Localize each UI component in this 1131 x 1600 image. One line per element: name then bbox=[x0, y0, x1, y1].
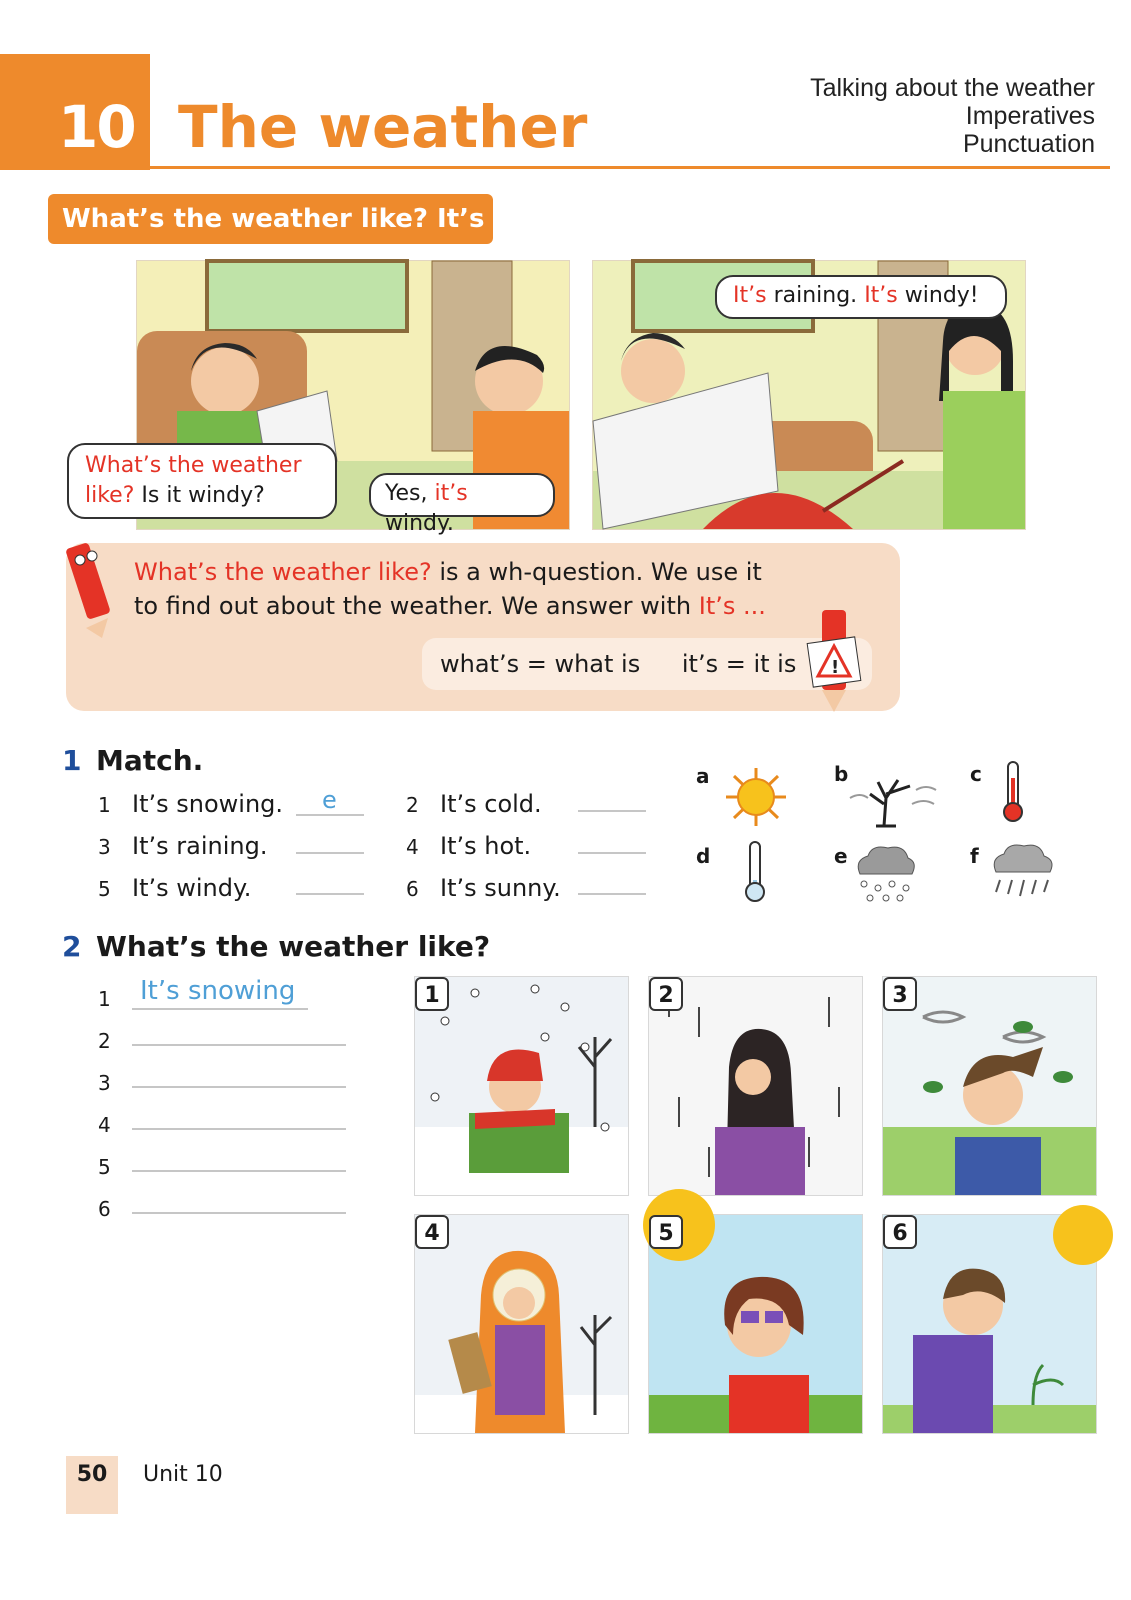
speech-bubble-question bbox=[67, 443, 337, 519]
picture-number: 2 bbox=[649, 977, 683, 1011]
item-text: It’s windy. bbox=[132, 874, 252, 902]
info-text-line-2 bbox=[134, 589, 766, 623]
page-number: 50 bbox=[76, 1462, 108, 1487]
picture-number: 1 bbox=[415, 977, 449, 1011]
windy-tree-icon bbox=[846, 764, 940, 828]
bubble-text-red: It’s bbox=[733, 283, 767, 308]
answer-blank[interactable] bbox=[578, 810, 646, 812]
comic-panel-1 bbox=[85, 260, 570, 536]
picture-number: 3 bbox=[883, 977, 917, 1011]
contraction-its: it’s = it is bbox=[681, 650, 797, 678]
item-number: 5 bbox=[98, 877, 111, 901]
bubble-text: Yes, bbox=[385, 481, 428, 506]
weather-picture-6 bbox=[882, 1214, 1097, 1434]
section-heading: What’s the weather like? It’s ... bbox=[48, 194, 493, 244]
exercise-2-number: 2 bbox=[62, 930, 82, 963]
picture-letter-b: b bbox=[834, 762, 849, 786]
unit-label: Unit 10 bbox=[143, 1462, 223, 1487]
bubble-text-red: It’s bbox=[864, 283, 898, 308]
hot-scene-icon bbox=[883, 1215, 1096, 1433]
sun-icon bbox=[718, 766, 794, 828]
sunny-scene-icon bbox=[649, 1215, 862, 1433]
match-item-2 bbox=[406, 788, 542, 821]
raining-scene-icon bbox=[649, 977, 862, 1195]
svg-text:!: ! bbox=[831, 657, 840, 678]
bubble-text: Is it windy? bbox=[141, 483, 265, 508]
answer-blank[interactable] bbox=[132, 1170, 346, 1172]
header-rule bbox=[150, 166, 1110, 169]
contraction-whats: what’s = what is bbox=[440, 650, 641, 678]
exercise-1-number: 1 bbox=[62, 744, 82, 777]
windy-scene-icon bbox=[883, 977, 1096, 1195]
answer-line-5 bbox=[98, 1150, 132, 1183]
speech-bubble-answer bbox=[369, 473, 555, 536]
answer-line-3 bbox=[98, 1066, 132, 1099]
weather-picture-2 bbox=[648, 976, 863, 1196]
answer-blank[interactable] bbox=[132, 1008, 308, 1010]
line-number: 5 bbox=[98, 1155, 111, 1179]
unit-topics bbox=[810, 74, 1095, 158]
picture-letter-d: d bbox=[696, 844, 711, 868]
unit-number: 10 bbox=[58, 93, 135, 161]
unit-title: The weather bbox=[178, 93, 588, 161]
picture-letter-a: a bbox=[696, 764, 710, 788]
snow-cloud-icon bbox=[850, 842, 920, 904]
answer-blank[interactable] bbox=[296, 893, 364, 895]
bubble-text: windy. bbox=[385, 511, 454, 536]
match-answer-1[interactable]: e bbox=[322, 786, 337, 814]
line-number: 4 bbox=[98, 1113, 111, 1137]
answer-blank[interactable] bbox=[132, 1212, 346, 1214]
snowing-scene-icon bbox=[415, 977, 628, 1195]
answer-blank[interactable] bbox=[296, 852, 364, 854]
topic-item: Punctuation bbox=[962, 130, 1095, 158]
bubble-text-red: What’s the weather like? bbox=[85, 453, 302, 508]
answer-blank[interactable] bbox=[132, 1044, 346, 1046]
weather-picture-3 bbox=[882, 976, 1097, 1196]
info-text-line-1 bbox=[134, 555, 762, 589]
info-answer-form: It’s ... bbox=[698, 592, 766, 620]
comic-panel-2 bbox=[592, 260, 1026, 530]
answer-line-1 bbox=[98, 982, 132, 1015]
item-text: It’s sunny. bbox=[440, 874, 561, 902]
picture-number: 5 bbox=[649, 1215, 683, 1249]
match-item-5 bbox=[98, 872, 251, 905]
picture-number: 6 bbox=[883, 1215, 917, 1249]
exercise-1-title: Match. bbox=[96, 744, 204, 777]
info-question: What’s the weather like? bbox=[134, 558, 432, 586]
match-item-3 bbox=[98, 830, 267, 863]
answer-blank[interactable] bbox=[296, 814, 364, 816]
answer-blank[interactable] bbox=[578, 852, 646, 854]
info-text: to find out about the weather. We answer with bbox=[134, 592, 692, 620]
warning-pencil-mascot-icon bbox=[804, 604, 864, 716]
item-number: 6 bbox=[406, 877, 419, 901]
weather-picture-4 bbox=[414, 1214, 629, 1434]
rain-cloud-icon bbox=[986, 840, 1060, 902]
topic-item: Imperatives bbox=[965, 102, 1095, 130]
answer-text-1[interactable]: It’s snowing bbox=[140, 976, 296, 1006]
answer-blank[interactable] bbox=[132, 1086, 346, 1088]
item-text: It’s cold. bbox=[440, 790, 542, 818]
thermometer-hot-icon bbox=[1000, 760, 1026, 824]
weather-picture-5 bbox=[648, 1214, 863, 1434]
bubble-text: windy! bbox=[904, 283, 979, 308]
match-item-1 bbox=[98, 788, 283, 821]
item-number: 1 bbox=[98, 793, 111, 817]
topic-item: Talking about the weather bbox=[810, 74, 1095, 102]
answer-blank[interactable] bbox=[578, 893, 646, 895]
answer-blank[interactable] bbox=[132, 1128, 346, 1130]
answer-line-6 bbox=[98, 1192, 132, 1225]
item-text: It’s raining. bbox=[132, 832, 268, 860]
line-number: 1 bbox=[98, 987, 111, 1011]
bubble-text-red: it’s bbox=[434, 481, 468, 506]
picture-letter-f: f bbox=[970, 844, 979, 868]
exercise-2-title: What’s the weather like? bbox=[96, 930, 491, 963]
answer-line-2 bbox=[98, 1024, 132, 1057]
item-text: It’s hot. bbox=[440, 832, 532, 860]
thermometer-cold-icon bbox=[742, 840, 768, 904]
picture-letter-c: c bbox=[970, 762, 982, 786]
picture-letter-e: e bbox=[834, 844, 848, 868]
item-number: 4 bbox=[406, 835, 419, 859]
match-item-6 bbox=[406, 872, 561, 905]
line-number: 3 bbox=[98, 1071, 111, 1095]
answer-line-4 bbox=[98, 1108, 132, 1141]
item-text: It’s snowing. bbox=[132, 790, 284, 818]
item-number: 2 bbox=[406, 793, 419, 817]
line-number: 6 bbox=[98, 1197, 111, 1221]
item-number: 3 bbox=[98, 835, 111, 859]
cold-scene-icon bbox=[415, 1215, 628, 1433]
weather-picture-1 bbox=[414, 976, 629, 1196]
pencil-mascot-icon bbox=[58, 534, 118, 644]
match-item-4 bbox=[406, 830, 531, 863]
picture-number: 4 bbox=[415, 1215, 449, 1249]
line-number: 2 bbox=[98, 1029, 111, 1053]
bubble-text: raining. bbox=[773, 283, 858, 308]
info-text: is a wh-question. We use it bbox=[439, 558, 762, 586]
speech-bubble-mother bbox=[715, 275, 1007, 319]
